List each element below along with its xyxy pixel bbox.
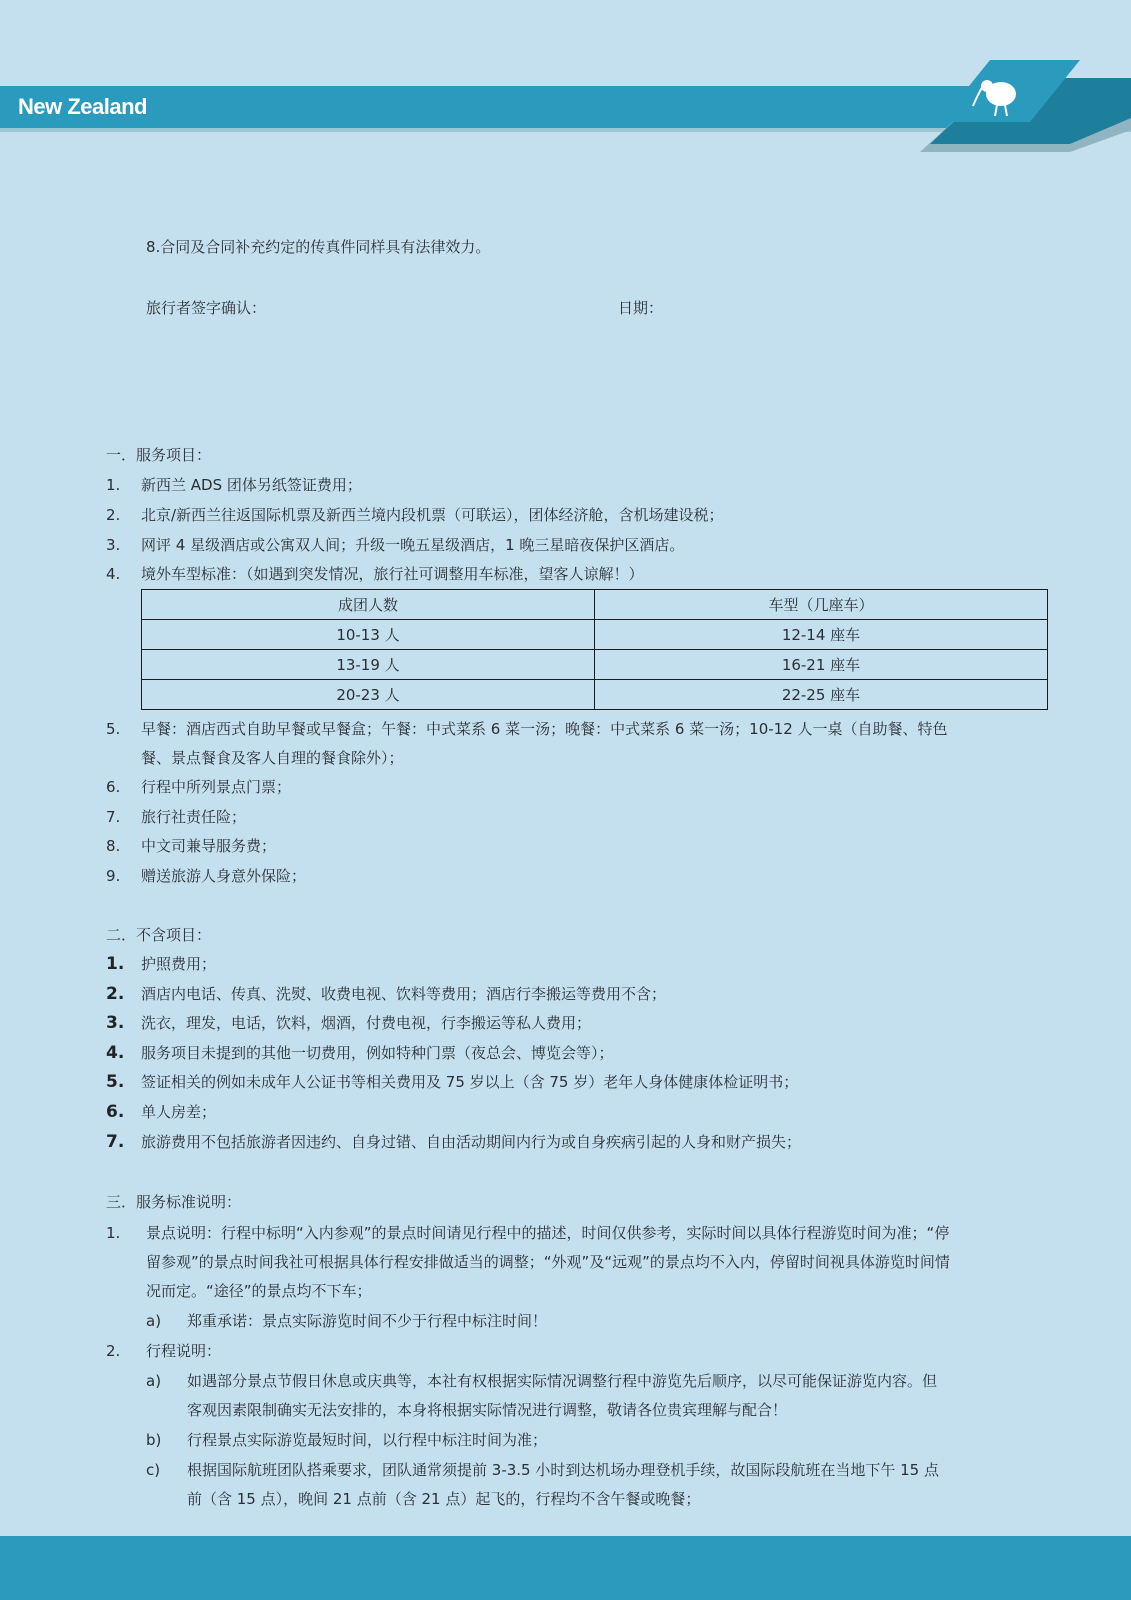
list-item-continuation: 留参观”的景点时间我社可根据具体行程安排做适当的调整；“外观”及“远观”的景点均不入内，停留时间视具体游览时间情	[146, 1253, 950, 1271]
list-item: 赠送旅游人身意外保险；	[141, 867, 307, 885]
signature-label: 旅行者签字确认：	[146, 299, 267, 317]
list-item: 北京/新西兰往返国际机票及新西兰境内段机票（可联运），团体经济舱，含机场建设税；	[141, 506, 724, 524]
sub-list-item-continuation: 前（含 15 点），晚间 21 点前（含 21 点）起飞的，行程均不含午餐或晚餐；	[187, 1490, 701, 1508]
list-item: 网评 4 星级酒店或公寓双人间；升级一晚五星级酒店，1 晚三星暗夜保护区酒店。	[141, 536, 685, 554]
table-cell: 16-21 座车	[595, 650, 1048, 680]
table-header-row	[142, 590, 1048, 620]
list-number: 2.	[106, 1342, 121, 1360]
list-number: 7.	[106, 808, 121, 826]
list-item: 行程说明：	[146, 1342, 222, 1360]
footer-band	[0, 1536, 1131, 1600]
sub-list-letter: b)	[146, 1431, 162, 1449]
list-item: 早餐：酒店西式自助早餐或早餐盒；午餐：中式菜系 6 菜一汤；晚餐：中式菜系 6 菜一汤；10-12 人一桌（自助餐、特色	[141, 720, 948, 738]
standards-heading: 三．服务标准说明：	[106, 1193, 242, 1211]
list-item: 中文司兼导服务费；	[141, 837, 277, 855]
list-number: 8.	[106, 837, 121, 855]
list-number: 6.	[106, 1102, 125, 1122]
list-item-continuation: 况而定。“途径”的景点均不下车；	[146, 1282, 372, 1300]
list-item: 旅行社责任险；	[141, 808, 247, 826]
list-number: 1.	[106, 476, 121, 494]
list-number: 3.	[106, 1013, 125, 1033]
list-item: 服务项目未提到的其他一切费用，例如特种门票（夜总会、博览会等）；	[141, 1044, 614, 1062]
list-number: 1.	[106, 954, 125, 974]
list-number: 6.	[106, 778, 121, 796]
date-label: 日期：	[618, 299, 664, 317]
sub-list-item: 郑重承诺：景点实际游览时间不少于行程中标注时间！	[187, 1312, 548, 1330]
sub-list-item: 如遇部分景点节假日休息或庆典等，本社有权根据实际情况调整行程中游览先后顺序，以尽可能保证游览内容。但	[187, 1372, 938, 1390]
sub-list-letter: c)	[146, 1461, 161, 1479]
list-item: 酒店内电话、传真、洗熨、收费电视、饮料等费用；酒店行李搬运等费用不含；	[141, 985, 667, 1003]
list-number: 5.	[106, 720, 121, 738]
table-cell: 20-23 人	[142, 680, 595, 710]
sub-list-item: 根据国际航班团队搭乘要求，团队通常须提前 3-3.5 小时到达机场办理登机手续，故国际段航班在当地下午 15 点	[187, 1461, 939, 1479]
table-header-cell: 成团人数	[142, 590, 595, 620]
table-cell: 10-13 人	[142, 620, 595, 650]
table-cell: 13-19 人	[142, 650, 595, 680]
list-number: 9.	[106, 867, 121, 885]
excluded-heading: 二．不含项目：	[106, 926, 212, 944]
sub-list-letter: a)	[146, 1312, 162, 1330]
list-number: 2.	[106, 984, 125, 1004]
header-decoration	[920, 58, 1131, 154]
header-title: New Zealand	[18, 94, 147, 119]
list-number: 1.	[106, 1224, 121, 1242]
list-number: 4.	[106, 565, 121, 583]
list-item: 景点说明：行程中标明“入内参观”的景点时间请见行程中的描述，时间仅供参考，实际时间以具体行程游览时间为准；“停	[146, 1224, 950, 1242]
list-number: 2.	[106, 506, 121, 524]
table-header-cell: 车型（几座车）	[595, 590, 1048, 620]
sub-list-letter: a)	[146, 1372, 162, 1390]
list-item: 护照费用；	[141, 955, 217, 973]
table-row	[142, 650, 1048, 680]
list-item: 旅游费用不包括旅游者因违约、自身过错、自由活动期间内行为或自身疾病引起的人身和财产损失；	[141, 1133, 802, 1151]
list-item: 单人房差；	[141, 1103, 217, 1121]
list-item: 境外车型标准：（如遇到突发情况，旅行社可调整用车标准，望客人谅解！）	[141, 565, 644, 583]
table-cell: 12-14 座车	[595, 620, 1048, 650]
sub-list-item-continuation: 客观因素限制确实无法安排的，本身将根据实际情况进行调整，敬请各位贵宾理解与配合！	[187, 1401, 788, 1419]
table-row	[142, 620, 1048, 650]
list-number: 3.	[106, 536, 121, 554]
list-number: 7.	[106, 1132, 125, 1152]
sub-list-item: 行程景点实际游览最短时间，以行程中标注时间为准；	[187, 1431, 548, 1449]
vehicle-table	[141, 589, 1048, 710]
list-item: 签证相关的例如未成年人公证书等相关费用及 75 岁以上（含 75 岁）老年人身体健康体检证明书；	[141, 1073, 799, 1091]
list-number: 4.	[106, 1043, 125, 1063]
services-heading: 一．服务项目：	[106, 446, 212, 464]
table-row	[142, 680, 1048, 710]
table-cell: 22-25 座车	[595, 680, 1048, 710]
list-item-continuation: 餐、景点餐食及客人自理的餐食除外）；	[141, 749, 404, 767]
list-number: 5.	[106, 1072, 125, 1092]
list-item: 洗衣，理发，电话，饮料，烟酒，付费电视，行李搬运等私人费用；	[141, 1014, 592, 1032]
contract-clause-8: 8.合同及合同补充约定的传真件同样具有法律效力。	[146, 238, 491, 256]
list-item: 新西兰 ADS 团体另纸签证费用；	[141, 476, 362, 494]
list-item: 行程中所列景点门票；	[141, 778, 292, 796]
